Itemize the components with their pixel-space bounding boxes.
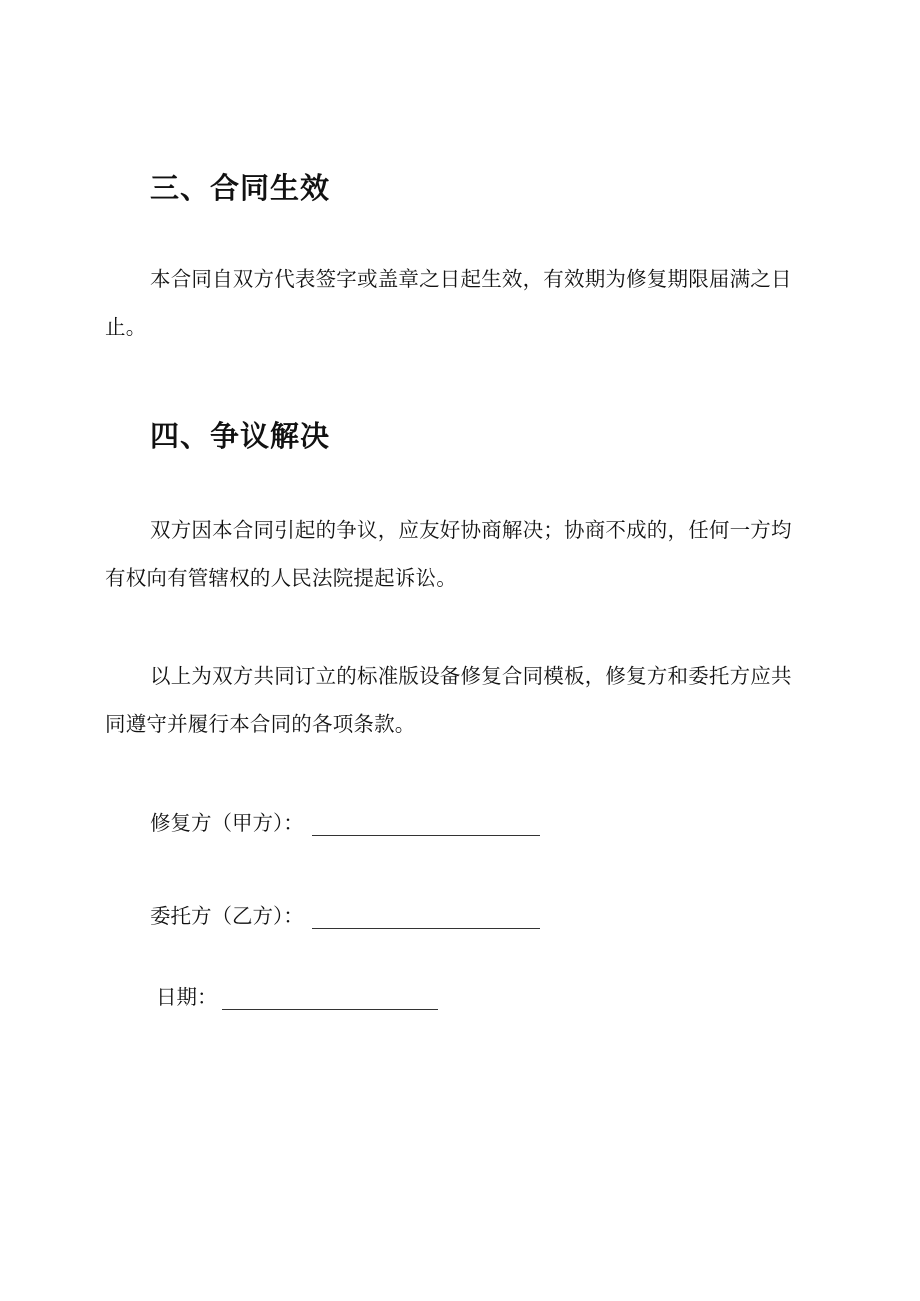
- party-a-label: 修复方（甲方）：: [150, 811, 304, 835]
- section-paragraph-effectiveness: 本合同自双方代表签字或盖章之日起生效，有效期为修复期限届满之日止。: [105, 267, 792, 339]
- party-a-signature-line[interactable]: [312, 815, 540, 836]
- section-paragraph-dispute-resolution: 双方因本合同引起的争议，应友好协商解决；协商不成的，任何一方均有权向有管辖权的人民法院提起诉讼。: [105, 518, 792, 590]
- closing-paragraph: 以上为双方共同订立的标准版设备修复合同模板，修复方和委托方应共同遵守并履行本合同的各项条款。: [105, 664, 792, 736]
- signature-row-date: [156, 980, 438, 1010]
- signature-row-party-b: [150, 899, 540, 929]
- party-b-label: 委托方（乙方）：: [150, 904, 304, 928]
- section-heading-dispute-resolution: 四、争议解决: [150, 419, 331, 453]
- signature-row-party-a: [150, 806, 540, 836]
- section-heading-effectiveness: 三、合同生效: [150, 171, 331, 205]
- date-line[interactable]: [222, 989, 438, 1010]
- date-label: 日期：: [156, 985, 218, 1009]
- party-b-signature-line[interactable]: [312, 908, 540, 929]
